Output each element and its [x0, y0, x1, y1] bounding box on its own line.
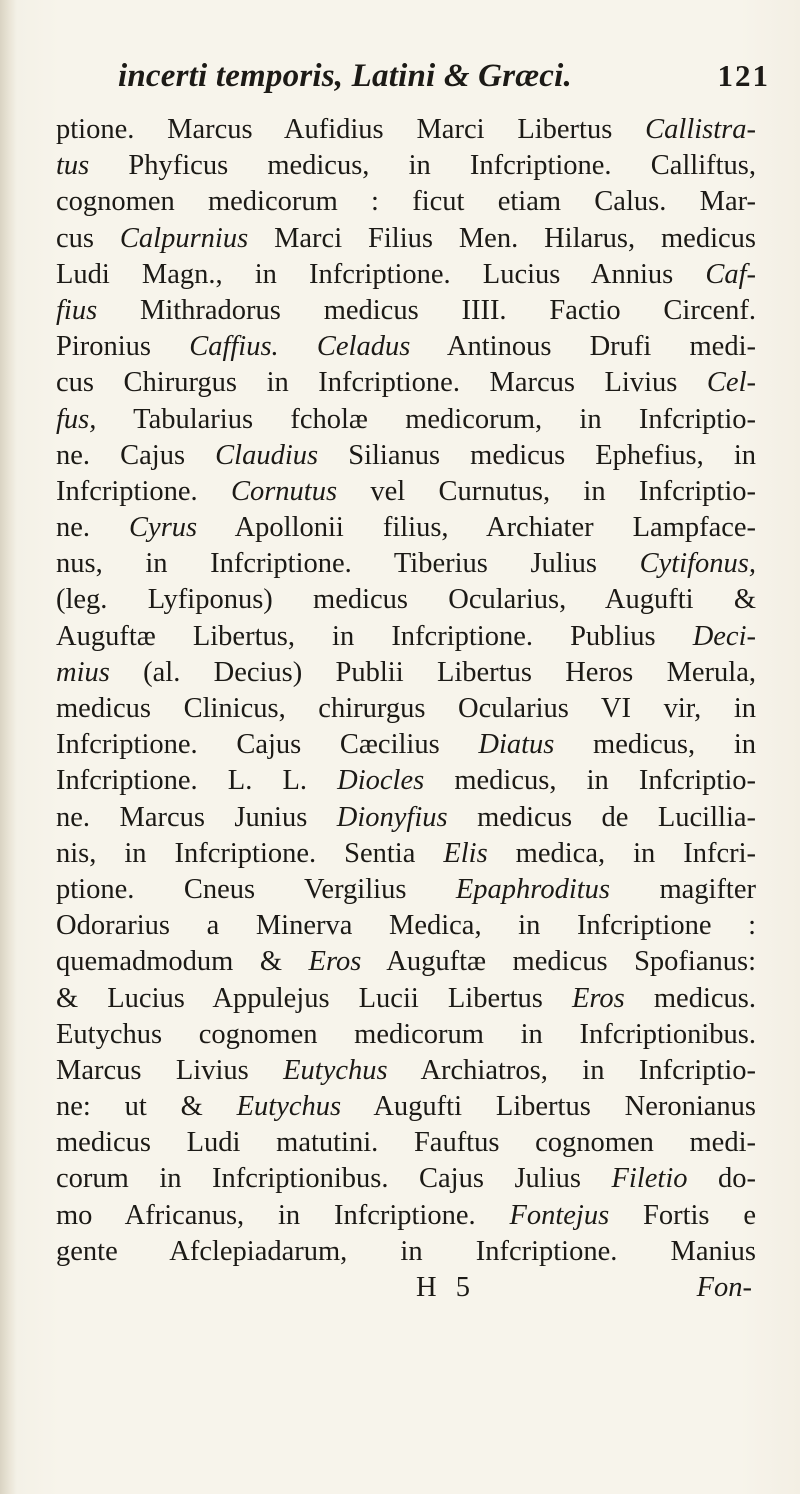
text-segment: Phyficus medicus, in Infcriptione. Calliftus, — [89, 150, 756, 182]
text-line — [56, 1161, 756, 1197]
italic-name: Dionyfius — [336, 801, 448, 833]
text-line — [56, 474, 756, 510]
text-segment: medicus, in — [554, 729, 756, 761]
text-segment: Auguftæ medicus Spofianus: — [361, 946, 756, 978]
text-line — [56, 112, 756, 148]
page-header — [100, 58, 780, 98]
text-segment: ne. Marcus Junius — [56, 801, 337, 833]
text-line — [56, 944, 756, 980]
text-segment: Fortis e — [609, 1199, 756, 1231]
text-segment: Archiatros, in Infcriptio- — [387, 1054, 756, 1086]
text-segment: (al. Decius) Publii Libertus Heros Merula, — [109, 656, 756, 688]
text-line — [56, 908, 756, 944]
text-line — [56, 1198, 756, 1234]
text-line — [56, 184, 756, 220]
italic-name: Filetio — [611, 1163, 688, 1195]
italic-name: tus — [56, 150, 90, 182]
text-segment: medicus. — [624, 982, 756, 1014]
italic-name: Caf- — [705, 258, 756, 290]
text-segment: vel Curnutus, in Infcriptio- — [337, 475, 756, 507]
text-segment: (leg. Lyfiponus) medicus Ocularius, Augufti & — [56, 584, 756, 616]
text-line — [56, 510, 756, 546]
text-segment: nus, in Infcriptione. Tiberius Julius — [56, 548, 640, 580]
italic-name: Cytifonus, — [639, 548, 756, 580]
text-segment: ne. — [56, 512, 130, 544]
page-gutter — [0, 0, 16, 1494]
italic-name: Cornutus — [230, 475, 338, 507]
text-segment: medicus, in Infcriptio- — [424, 765, 756, 797]
text-segment: cus Chirurgus in Infcriptione. Marcus Livius — [56, 367, 707, 399]
body-text — [56, 112, 756, 1306]
text-segment: Silianus medicus Ephefius, in — [318, 439, 756, 471]
text-segment: Antinous Drufi medi- — [410, 331, 756, 363]
text-line — [56, 293, 756, 329]
text-segment: medicus Ludi matutini. Fauftus cognomen medi- — [56, 1127, 756, 1159]
text-segment: Ludi Magn., in Infcriptione. Lucius Annius — [56, 258, 706, 290]
italic-name: mius — [56, 656, 110, 688]
text-segment: nis, in Infcriptione. Sentia — [56, 837, 444, 869]
text-line — [56, 546, 756, 582]
italic-name: Eros — [571, 982, 625, 1014]
text-line — [56, 872, 756, 908]
page-number: 121 — [717, 58, 770, 93]
text-segment: medicus Clinicus, chirurgus Ocularius VI vir, in — [56, 693, 756, 724]
text-line — [56, 1017, 756, 1053]
text-segment: cognomen medicorum : ficut etiam Calus. Mar- — [56, 186, 756, 218]
text-segment: do- — [687, 1163, 756, 1195]
text-segment: Augufti Libertus Neronianus — [341, 1091, 756, 1123]
text-segment: Odorarius a Minerva Medica, in Infcriptione : — [56, 910, 756, 942]
text-segment: Apollonii filius, Archiater Lampface- — [197, 512, 757, 544]
text-line — [56, 836, 756, 872]
italic-name: Eutychus — [283, 1054, 388, 1086]
text-segment: ne. Cajus — [56, 439, 216, 471]
signature-mark: H 5 — [416, 1272, 476, 1303]
text-segment: Marcus Livius — [56, 1054, 284, 1086]
italic-name: Eutychus — [236, 1091, 342, 1123]
text-segment: Pironius — [56, 331, 190, 363]
text-segment: ne: ut & — [56, 1091, 237, 1123]
text-line — [56, 148, 756, 184]
text-segment: Mithradorus medicus IIII. Factio Circenf. — [97, 294, 756, 326]
page-footer — [56, 1270, 756, 1306]
italic-name: Claudius — [215, 439, 319, 471]
text-segment: ptione. Cneus Vergilius — [56, 873, 456, 905]
text-line — [56, 582, 756, 618]
italic-name: Celadus — [316, 331, 411, 363]
italic-name: Cel- — [706, 367, 756, 399]
italic-name: Cyrus — [129, 512, 198, 544]
italic-name: Diatus — [478, 729, 555, 761]
text-segment: Auguftæ Libertus, in Infcriptione. Publius — [56, 620, 693, 652]
text-line — [56, 329, 756, 365]
italic-name: fus, — [56, 403, 97, 435]
italic-name: Deci- — [692, 620, 756, 652]
text-segment: corum in Infcriptionibus. Cajus Julius — [56, 1163, 612, 1195]
text-segment: medicus de Lucillia- — [447, 801, 756, 833]
text-line — [56, 402, 756, 438]
italic-name: Caffius. — [189, 331, 279, 363]
italic-name: Callistra- — [645, 114, 756, 145]
text-segment: quemadmodum & — [56, 946, 309, 978]
text-line — [56, 1234, 756, 1270]
text-line — [56, 365, 756, 401]
text-segment: Infcriptione. L. L. — [56, 765, 338, 797]
text-line — [56, 1125, 756, 1161]
text-segment: Eutychus cognomen medicorum in Infcriptionibus. — [56, 1018, 756, 1050]
text-line — [56, 221, 756, 257]
italic-name: Epaphroditus — [455, 873, 610, 905]
text-segment: magifter — [610, 873, 756, 905]
text-line — [56, 691, 756, 727]
text-line — [56, 655, 756, 691]
catchword: Fon- — [696, 1272, 752, 1303]
text-segment: Infcriptione. Cajus Cæcilius — [56, 729, 479, 761]
text-segment — [279, 331, 317, 362]
text-segment: Infcriptione. — [56, 475, 231, 507]
italic-name: Diocles — [337, 765, 425, 797]
text-segment: medica, in Infcri- — [487, 837, 756, 869]
text-line — [56, 257, 756, 293]
text-segment: ptione. Marcus Aufidius Marci Libertus — [56, 114, 646, 145]
text-line — [56, 800, 756, 836]
italic-name: Eros — [308, 946, 362, 978]
text-line — [56, 727, 756, 763]
text-segment: Marci Filius Men. Hilarus, medicus — [248, 222, 756, 254]
text-segment: mo Africanus, in Infcriptione. — [56, 1199, 510, 1231]
text-line — [56, 981, 756, 1017]
text-line — [56, 438, 756, 474]
text-segment: cus — [56, 222, 120, 254]
text-segment: gente Afclepiadarum, in Infcriptione. Manius — [56, 1235, 756, 1267]
italic-name: Elis — [443, 837, 488, 869]
text-line — [56, 619, 756, 655]
text-segment: Tabularius fcholæ medicorum, in Infcriptio- — [96, 403, 756, 435]
italic-name: fius — [56, 294, 98, 326]
italic-name: Calpurnius — [119, 222, 249, 254]
text-line — [56, 1053, 756, 1089]
italic-name: Fontejus — [509, 1199, 610, 1231]
text-line — [56, 1089, 756, 1125]
running-head: incerti temporis, Latini & Græci. — [118, 58, 572, 94]
text-segment: & Lucius Appulejus Lucii Libertus — [56, 982, 572, 1014]
text-line — [56, 763, 756, 799]
